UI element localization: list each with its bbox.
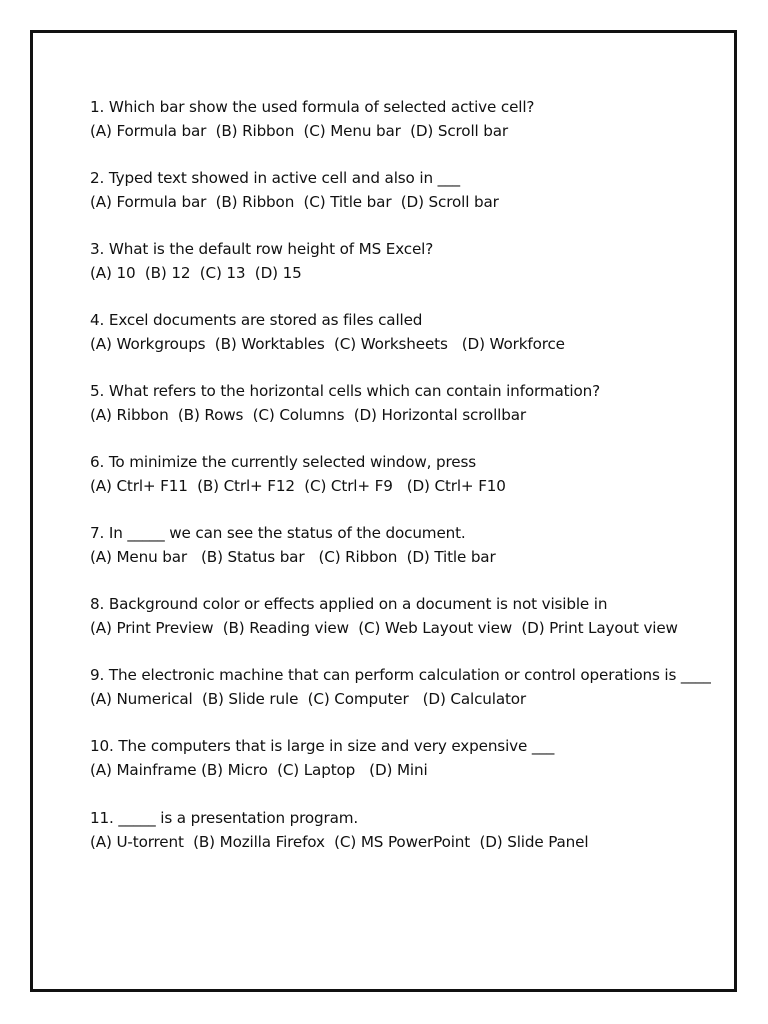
question-4-options: (A) Workgroups (B) Worktables (C) Worksheets (D) Workforce [90,335,565,353]
document-page [30,30,737,992]
question-10-text: 10. The computers that is large in size and very expensive ___ [90,737,555,755]
question-10-options: (A) Mainframe (B) Micro (C) Laptop (D) Mini [90,761,428,779]
question-8-text: 8. Background color or effects applied on a document is not visible in [90,595,608,613]
question-11 [90,806,720,854]
question-1-options: (A) Formula bar (B) Ribbon (C) Menu bar (D) Scroll bar [90,122,509,140]
question-11-options: (A) U-torrent (B) Mozilla Firefox (C) MS PowerPoint (D) Slide Panel [90,833,589,851]
question-7-text: 7. In _____ we can see the status of the document. [90,524,466,542]
question-1 [90,95,720,143]
question-7-options: (A) Menu bar (B) Status bar (C) Ribbon (D) Title bar [90,548,496,566]
question-8 [90,592,720,640]
question-6-options: (A) Ctrl+ F11 (B) Ctrl+ F12 (C) Ctrl+ F9 (D) Ctrl+ F10 [90,477,506,495]
question-3-options: (A) 10 (B) 12 (C) 13 (D) 15 [90,264,302,282]
question-4-text: 4. Excel documents are stored as files called [90,311,423,329]
question-9-options: (A) Numerical (B) Slide rule (C) Computer (D) Calculator [90,690,527,708]
question-7 [90,521,720,569]
question-list [90,95,720,877]
question-2 [90,166,720,214]
question-3 [90,237,720,285]
question-9 [90,663,720,711]
question-2-text: 2. Typed text showed in active cell and also in ___ [90,169,460,187]
question-2-options: (A) Formula bar (B) Ribbon (C) Title bar (D) Scroll bar [90,193,499,211]
question-9-text: 9. The electronic machine that can perform calculation or control operations is ____ [90,666,711,684]
question-3-text: 3. What is the default row height of MS Excel? [90,240,434,258]
question-6 [90,450,720,498]
question-5-options: (A) Ribbon (B) Rows (C) Columns (D) Horizontal scrollbar [90,406,526,424]
question-4 [90,308,720,356]
question-6-text: 6. To minimize the currently selected window, press [90,453,477,471]
question-10 [90,734,720,782]
question-1-text: 1. Which bar show the used formula of selected active cell? [90,98,535,116]
question-5 [90,379,720,427]
question-11-text: 11. _____ is a presentation program. [90,809,359,827]
question-8-options: (A) Print Preview (B) Reading view (C) Web Layout view (D) Print Layout view [90,619,678,637]
question-5-text: 5. What refers to the horizontal cells which can contain information? [90,382,601,400]
